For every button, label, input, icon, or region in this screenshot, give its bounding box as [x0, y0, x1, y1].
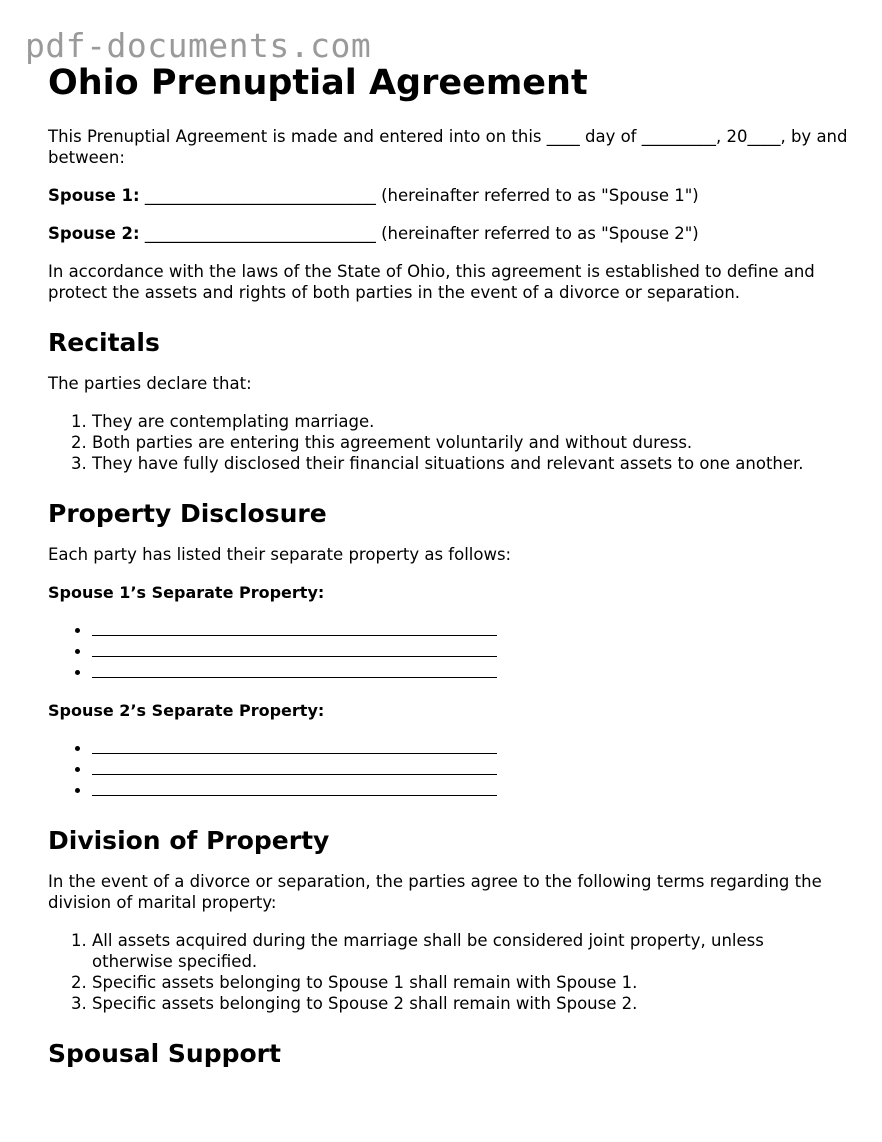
list-item: [92, 738, 848, 759]
division-list: [48, 930, 848, 1014]
list-item: [92, 759, 848, 780]
recitals-lead: The parties declare that:: [48, 374, 252, 393]
spousal-support-heading: Spousal Support: [48, 1039, 281, 1068]
recitals-heading: Recitals: [48, 328, 160, 357]
accordance-paragraph: In accordance with the laws of the State of Ohio, this agreement is established to define and protect the assets and rights of both parties in the event of a divorce or separation.: [48, 262, 815, 302]
list-item: 2. Both parties are entering this agreement voluntarily and without duress.: [92, 432, 848, 453]
list-item: [92, 662, 848, 683]
spouse-1-property-heading: Spouse 1’s Separate Property:: [48, 583, 325, 602]
list-item: 2. Specific assets belonging to Spouse 1 shall remain with Spouse 1.: [92, 972, 848, 993]
spouse-1-line: [48, 185, 848, 206]
spouse-2-text: ____________________________ (hereinafter referred to as "Spouse 2"): [139, 224, 699, 243]
division-heading: Division of Property: [48, 826, 330, 855]
division-lead: In the event of a divorce or separation, the parties agree to the following terms regarding the division of marital property:: [48, 872, 822, 912]
blank-line: [92, 663, 497, 678]
list-item: [92, 620, 848, 641]
spouse-2-line: [48, 223, 848, 244]
blank-line: [92, 621, 497, 636]
spouse-1-text: ____________________________ (hereinafter referred to as "Spouse 1"): [139, 186, 699, 205]
intro-paragraph: This Prenuptial Agreement is made and entered into on this ____ day of _________, 20____, by and between:: [48, 127, 848, 167]
list-item: 1. They are contemplating marriage.: [92, 411, 848, 432]
property-disclosure-heading: Property Disclosure: [48, 499, 327, 528]
spouse-2-property-heading: Spouse 2’s Separate Property:: [48, 701, 325, 720]
watermark: pdf-documents.com: [25, 26, 372, 65]
page-title: Ohio Prenuptial Agreement: [48, 63, 588, 103]
blank-line: [92, 781, 497, 796]
blank-line: [92, 760, 497, 775]
list-item: 3. They have fully disclosed their financial situations and relevant assets to one another.: [92, 453, 848, 474]
list-item: 1. All assets acquired during the marriage shall be considered joint property, unless otherwise specified.: [92, 930, 848, 972]
spouse-2-property-list: [48, 738, 848, 801]
document-page: [48, 60, 848, 1084]
recitals-list: [48, 411, 848, 474]
list-item: [92, 780, 848, 801]
spouse-2-label: Spouse 2:: [48, 224, 140, 243]
spouse-1-property-list: [48, 620, 848, 683]
spouse-1-label: Spouse 1:: [48, 186, 140, 205]
property-disclosure-lead: Each party has listed their separate property as follows:: [48, 545, 512, 564]
blank-line: [92, 642, 497, 657]
list-item: 3. Specific assets belonging to Spouse 2 shall remain with Spouse 2.: [92, 993, 848, 1014]
blank-line: [92, 739, 497, 754]
list-item: [92, 641, 848, 662]
